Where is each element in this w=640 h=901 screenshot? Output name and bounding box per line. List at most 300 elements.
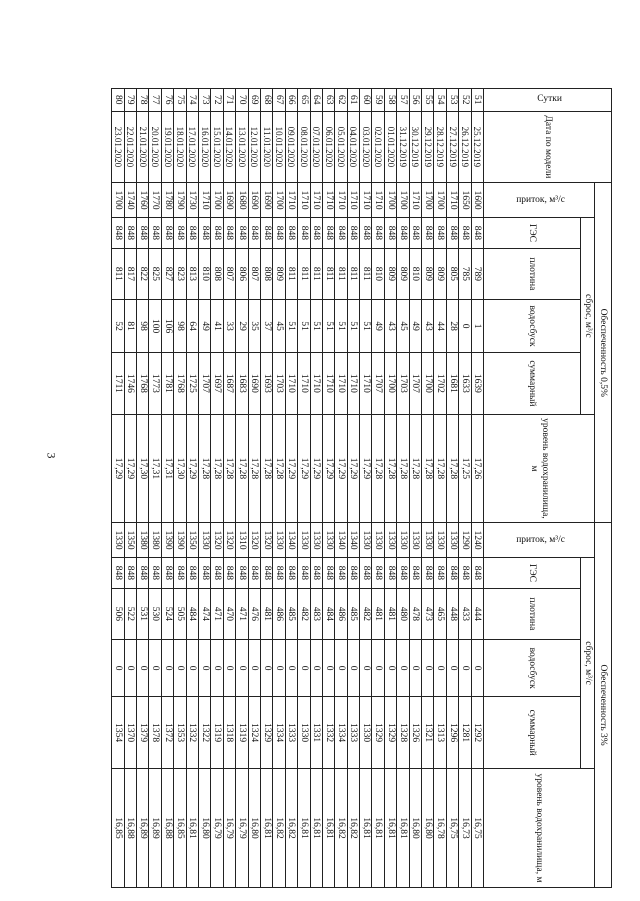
table-cell: 848 bbox=[285, 218, 297, 249]
table-cell: 848 bbox=[273, 558, 285, 589]
table-cell: 1292 bbox=[471, 697, 483, 769]
table-cell: 17,28 bbox=[223, 414, 235, 523]
table-cell: 848 bbox=[360, 218, 372, 249]
table-cell: 848 bbox=[223, 218, 235, 249]
table-cell: 17,29 bbox=[310, 414, 322, 523]
table-cell: 817 bbox=[124, 248, 136, 299]
table-cell: 807 bbox=[248, 248, 260, 299]
table-cell: 848 bbox=[434, 218, 446, 249]
table-cell: 17,28 bbox=[384, 414, 396, 523]
header-total-1: суммарный bbox=[484, 353, 581, 414]
table-cell: 1710 bbox=[310, 353, 322, 414]
table-cell: 482 bbox=[360, 588, 372, 639]
table-cell: 1330 bbox=[360, 697, 372, 769]
table-cell: 23.01.2020 bbox=[112, 111, 124, 183]
table-cell: 481 bbox=[384, 588, 396, 639]
table-cell: 1710 bbox=[446, 183, 458, 218]
table-cell: 1350 bbox=[124, 523, 136, 558]
table-cell: 848 bbox=[137, 218, 149, 249]
table-cell: 51 bbox=[347, 299, 359, 352]
table-cell: 17.01.2020 bbox=[186, 111, 198, 183]
table-cell: 02.01.2020 bbox=[372, 111, 384, 183]
table-cell: 0 bbox=[273, 639, 285, 696]
table-cell: 481 bbox=[260, 588, 272, 639]
table-cell: 1240 bbox=[471, 523, 483, 558]
table-cell: 1329 bbox=[372, 697, 384, 769]
table-cell: 70 bbox=[236, 89, 248, 112]
table-cell: 17,30 bbox=[174, 414, 186, 523]
table-cell: 58 bbox=[384, 89, 396, 112]
table-cell: 03.01.2020 bbox=[360, 111, 372, 183]
table-cell: 16,79 bbox=[211, 769, 223, 888]
table-cell: 848 bbox=[298, 558, 310, 589]
table-cell: 806 bbox=[236, 248, 248, 299]
header-dam-1: плотина bbox=[484, 248, 581, 299]
table-cell: 848 bbox=[459, 218, 471, 249]
table-cell: 49 bbox=[199, 299, 211, 352]
header-discharge-1: сброс, м³/с bbox=[581, 218, 595, 415]
header-group-3: Обеспеченность 3% bbox=[595, 523, 612, 888]
table-row bbox=[161, 89, 173, 888]
table-cell: 45 bbox=[273, 299, 285, 352]
table-cell: 0 bbox=[446, 639, 458, 696]
table-cell: 06.01.2020 bbox=[322, 111, 334, 183]
table-cell: 1710 bbox=[335, 353, 347, 414]
table-row bbox=[360, 89, 372, 888]
table-cell: 66 bbox=[285, 89, 297, 112]
table-row bbox=[186, 89, 198, 888]
table-cell: 1680 bbox=[236, 183, 248, 218]
table-cell: 1690 bbox=[260, 183, 272, 218]
table-cell: 531 bbox=[137, 588, 149, 639]
table-cell: 448 bbox=[446, 588, 458, 639]
table-cell: 848 bbox=[471, 218, 483, 249]
table-cell: 482 bbox=[298, 588, 310, 639]
table-cell: 73 bbox=[199, 89, 211, 112]
table-cell: 25.12.2019 bbox=[471, 111, 483, 183]
table-cell: 20.01.2020 bbox=[149, 111, 161, 183]
table-cell: 1710 bbox=[409, 183, 421, 218]
table-cell: 16,80 bbox=[422, 769, 434, 888]
table-cell: 1380 bbox=[137, 523, 149, 558]
table-cell: 848 bbox=[322, 558, 334, 589]
table-cell: 848 bbox=[446, 218, 458, 249]
table-row bbox=[372, 89, 384, 888]
table-cell: 522 bbox=[124, 588, 136, 639]
table-cell: 809 bbox=[384, 248, 396, 299]
table-cell: 433 bbox=[459, 588, 471, 639]
table-cell: 17,28 bbox=[409, 414, 421, 523]
table-cell: 1390 bbox=[174, 523, 186, 558]
table-cell: 1281 bbox=[459, 697, 471, 769]
table-cell: 1710 bbox=[322, 353, 334, 414]
table-cell: 486 bbox=[273, 588, 285, 639]
table-cell: 0 bbox=[310, 639, 322, 696]
table-cell: 1354 bbox=[112, 697, 124, 769]
table-cell: 1740 bbox=[124, 183, 136, 218]
header-level-1: уровень водохранилища, м bbox=[484, 414, 595, 523]
table-cell: 811 bbox=[310, 248, 322, 299]
table-cell: 848 bbox=[186, 218, 198, 249]
table-cell: 0 bbox=[372, 639, 384, 696]
table-cell: 848 bbox=[124, 558, 136, 589]
table-cell: 13.01.2020 bbox=[236, 111, 248, 183]
table-cell: 848 bbox=[322, 218, 334, 249]
header-dam-2: плотина bbox=[484, 588, 581, 639]
table-cell: 16,81 bbox=[260, 769, 272, 888]
table-cell: 524 bbox=[161, 588, 173, 639]
table-cell: 0 bbox=[298, 639, 310, 696]
table-cell: 1330 bbox=[298, 523, 310, 558]
table-cell: 69 bbox=[248, 89, 260, 112]
table-cell: 1700 bbox=[434, 183, 446, 218]
table-cell: 29.12.2019 bbox=[422, 111, 434, 183]
table-cell: 16.01.2020 bbox=[199, 111, 211, 183]
table-cell: 0 bbox=[174, 639, 186, 696]
table-row bbox=[285, 89, 297, 888]
table-cell: 30.12.2019 bbox=[409, 111, 421, 183]
table-cell: 17,28 bbox=[248, 414, 260, 523]
table-cell: 848 bbox=[137, 558, 149, 589]
table-cell: 1711 bbox=[112, 353, 124, 414]
table-cell: 16,82 bbox=[347, 769, 359, 888]
table-cell: 07.01.2020 bbox=[310, 111, 322, 183]
table-cell: 77 bbox=[149, 89, 161, 112]
table-row bbox=[273, 89, 285, 888]
table-cell: 1725 bbox=[186, 353, 198, 414]
table-cell: 63 bbox=[322, 89, 334, 112]
table-cell: 848 bbox=[174, 558, 186, 589]
table-cell: 470 bbox=[223, 588, 235, 639]
table-cell: 485 bbox=[285, 588, 297, 639]
table-cell: 16,81 bbox=[360, 769, 372, 888]
table-row bbox=[471, 89, 483, 888]
table-cell: 1683 bbox=[236, 353, 248, 414]
table-cell: 811 bbox=[112, 248, 124, 299]
table-cell: 74 bbox=[186, 89, 198, 112]
table-cell: 52 bbox=[459, 89, 471, 112]
table-cell: 1768 bbox=[137, 353, 149, 414]
table-cell: 1321 bbox=[422, 697, 434, 769]
header-group-05: Обеспеченность 0,5% bbox=[595, 183, 612, 523]
table-cell: 1330 bbox=[446, 523, 458, 558]
table-row bbox=[422, 89, 434, 888]
table-cell: 81 bbox=[124, 299, 136, 352]
header-day: Сутки bbox=[484, 89, 612, 112]
table-cell: 848 bbox=[236, 558, 248, 589]
table-cell: 0 bbox=[434, 639, 446, 696]
table-cell: 848 bbox=[471, 558, 483, 589]
table-cell: 0 bbox=[248, 639, 260, 696]
table-cell: 0 bbox=[260, 639, 272, 696]
table-cell: 848 bbox=[236, 218, 248, 249]
table-cell: 1334 bbox=[335, 697, 347, 769]
table-cell: 1331 bbox=[310, 697, 322, 769]
table-cell: 17,29 bbox=[322, 414, 334, 523]
table-cell: 49 bbox=[409, 299, 421, 352]
table-cell: 17,28 bbox=[211, 414, 223, 523]
table-cell: 0 bbox=[360, 639, 372, 696]
table-cell: 810 bbox=[199, 248, 211, 299]
table-body bbox=[112, 89, 484, 888]
table-cell: 1707 bbox=[372, 353, 384, 414]
table-cell: 35 bbox=[248, 299, 260, 352]
table-cell: 1330 bbox=[112, 523, 124, 558]
table-cell: 1780 bbox=[161, 183, 173, 218]
table-cell: 1 bbox=[471, 299, 483, 352]
table-cell: 1330 bbox=[298, 697, 310, 769]
table-cell: 1332 bbox=[186, 697, 198, 769]
table-cell: 809 bbox=[397, 248, 409, 299]
table-cell: 1710 bbox=[298, 183, 310, 218]
table-cell: 1329 bbox=[260, 697, 272, 769]
table-cell: 28.12.2019 bbox=[434, 111, 446, 183]
table-cell: 61 bbox=[347, 89, 359, 112]
table-cell: 45 bbox=[397, 299, 409, 352]
table-cell: 53 bbox=[446, 89, 458, 112]
table-cell: 16,80 bbox=[248, 769, 260, 888]
table-cell: 1702 bbox=[434, 353, 446, 414]
table-cell: 0 bbox=[236, 639, 248, 696]
table-cell: 1710 bbox=[347, 353, 359, 414]
table-cell: 09.01.2020 bbox=[285, 111, 297, 183]
table-cell: 1330 bbox=[384, 523, 396, 558]
table-cell: 51 bbox=[285, 299, 297, 352]
table-cell: 848 bbox=[186, 558, 198, 589]
table-cell: 848 bbox=[335, 218, 347, 249]
table-cell: 16,82 bbox=[285, 769, 297, 888]
table-cell: 62 bbox=[335, 89, 347, 112]
table-cell: 17,29 bbox=[298, 414, 310, 523]
table-cell: 1380 bbox=[149, 523, 161, 558]
table-cell: 51 bbox=[471, 89, 483, 112]
table-cell: 505 bbox=[174, 588, 186, 639]
table-cell: 17,29 bbox=[285, 414, 297, 523]
table-cell: 848 bbox=[285, 558, 297, 589]
table-cell: 485 bbox=[347, 588, 359, 639]
flood-discharge-table bbox=[111, 88, 612, 888]
table-cell: 17,28 bbox=[260, 414, 272, 523]
table-cell: 807 bbox=[223, 248, 235, 299]
table-cell: 848 bbox=[124, 218, 136, 249]
table-cell: 1781 bbox=[161, 353, 173, 414]
table-cell: 33 bbox=[223, 299, 235, 352]
table-cell: 1710 bbox=[285, 183, 297, 218]
table-cell: 1700 bbox=[384, 353, 396, 414]
table-cell: 11.01.2020 bbox=[260, 111, 272, 183]
table-cell: 16,81 bbox=[322, 769, 334, 888]
table-cell: 506 bbox=[112, 588, 124, 639]
table-cell: 1353 bbox=[174, 697, 186, 769]
table-cell: 1700 bbox=[273, 183, 285, 218]
table-cell: 484 bbox=[322, 588, 334, 639]
table-cell: 0 bbox=[285, 639, 297, 696]
header-inflow-2: приток, м³/с bbox=[484, 523, 595, 558]
table-row bbox=[236, 89, 248, 888]
table-cell: 1378 bbox=[149, 697, 161, 769]
table-cell: 0 bbox=[161, 639, 173, 696]
table-cell: 1710 bbox=[335, 183, 347, 218]
table-cell: 31.12.2019 bbox=[397, 111, 409, 183]
table-row bbox=[322, 89, 334, 888]
table-cell: 848 bbox=[174, 218, 186, 249]
table-cell: 1710 bbox=[360, 353, 372, 414]
table-cell: 1350 bbox=[186, 523, 198, 558]
table-cell: 17,29 bbox=[124, 414, 136, 523]
table-cell: 1318 bbox=[223, 697, 235, 769]
table-cell: 1703 bbox=[273, 353, 285, 414]
table-row bbox=[124, 89, 136, 888]
table-cell: 16,88 bbox=[161, 769, 173, 888]
table-cell: 1330 bbox=[322, 523, 334, 558]
table-cell: 1340 bbox=[285, 523, 297, 558]
table-cell: 848 bbox=[434, 558, 446, 589]
table-cell: 810 bbox=[372, 248, 384, 299]
table-cell: 16,85 bbox=[112, 769, 124, 888]
table-cell: 0 bbox=[397, 639, 409, 696]
table-cell: 1710 bbox=[285, 353, 297, 414]
table-cell: 0 bbox=[459, 299, 471, 352]
table-cell: 1700 bbox=[384, 183, 396, 218]
table-cell: 54 bbox=[434, 89, 446, 112]
table-cell: 1633 bbox=[459, 353, 471, 414]
table-cell: 486 bbox=[335, 588, 347, 639]
table-cell: 848 bbox=[384, 218, 396, 249]
table-cell: 1372 bbox=[161, 697, 173, 769]
table-cell: 1330 bbox=[199, 523, 211, 558]
table-cell: 1310 bbox=[236, 523, 248, 558]
table-cell: 848 bbox=[199, 558, 211, 589]
table-cell: 12.01.2020 bbox=[248, 111, 260, 183]
table-cell: 16,79 bbox=[223, 769, 235, 888]
table-cell: 1324 bbox=[248, 697, 260, 769]
table-cell: 17,26 bbox=[471, 414, 483, 523]
table-cell: 29 bbox=[236, 299, 248, 352]
table-cell: 1330 bbox=[310, 523, 322, 558]
header-hpp-1: ГЭС bbox=[484, 218, 581, 249]
table-row bbox=[298, 89, 310, 888]
table-cell: 1697 bbox=[211, 353, 223, 414]
table-cell: 16,89 bbox=[149, 769, 161, 888]
table-cell: 106 bbox=[161, 299, 173, 352]
table-cell: 1768 bbox=[174, 353, 186, 414]
table-cell: 59 bbox=[372, 89, 384, 112]
table-cell: 848 bbox=[298, 218, 310, 249]
table-cell: 1320 bbox=[211, 523, 223, 558]
table-row bbox=[310, 89, 322, 888]
table-cell: 809 bbox=[434, 248, 446, 299]
table-cell: 848 bbox=[422, 558, 434, 589]
table-cell: 37 bbox=[260, 299, 272, 352]
table-cell: 1330 bbox=[273, 523, 285, 558]
table-cell: 16,82 bbox=[335, 769, 347, 888]
table-cell: 16,79 bbox=[236, 769, 248, 888]
table-cell: 16,89 bbox=[137, 769, 149, 888]
table-cell: 848 bbox=[273, 218, 285, 249]
table-cell: 848 bbox=[211, 218, 223, 249]
page-number: 3 bbox=[44, 452, 59, 459]
table-cell: 16,73 bbox=[459, 769, 471, 888]
table-cell: 49 bbox=[372, 299, 384, 352]
table-cell: 444 bbox=[471, 588, 483, 639]
table-row bbox=[459, 89, 471, 888]
table-cell: 848 bbox=[248, 558, 260, 589]
table-cell: 1760 bbox=[137, 183, 149, 218]
table-cell: 808 bbox=[260, 248, 272, 299]
table-cell: 16,75 bbox=[471, 769, 483, 888]
table-cell: 17,31 bbox=[149, 414, 161, 523]
table-cell: 1700 bbox=[211, 183, 223, 218]
table-cell: 1730 bbox=[186, 183, 198, 218]
table-cell: 530 bbox=[149, 588, 161, 639]
table-cell: 0 bbox=[384, 639, 396, 696]
table-cell: 848 bbox=[223, 558, 235, 589]
table-cell: 0 bbox=[335, 639, 347, 696]
table-cell: 1707 bbox=[409, 353, 421, 414]
table-cell: 0 bbox=[347, 639, 359, 696]
header-hpp-2: ГЭС bbox=[484, 558, 581, 589]
table-cell: 16,85 bbox=[174, 769, 186, 888]
table-cell: 17,28 bbox=[446, 414, 458, 523]
table-cell: 16,81 bbox=[372, 769, 384, 888]
table-cell: 17,29 bbox=[186, 414, 198, 523]
table-cell: 0 bbox=[149, 639, 161, 696]
table-row bbox=[248, 89, 260, 888]
table-cell: 43 bbox=[422, 299, 434, 352]
table-cell: 0 bbox=[471, 639, 483, 696]
table-cell: 16,81 bbox=[384, 769, 396, 888]
table-cell: 481 bbox=[372, 588, 384, 639]
table-cell: 17,30 bbox=[137, 414, 149, 523]
table-cell: 813 bbox=[186, 248, 198, 299]
table-cell: 55 bbox=[422, 89, 434, 112]
table-row bbox=[223, 89, 235, 888]
table-row bbox=[211, 89, 223, 888]
table-cell: 848 bbox=[446, 558, 458, 589]
table-cell: 52 bbox=[112, 299, 124, 352]
table-cell: 1710 bbox=[310, 183, 322, 218]
table-cell: 1313 bbox=[434, 697, 446, 769]
table-cell: 16,81 bbox=[310, 769, 322, 888]
table-row bbox=[260, 89, 272, 888]
table-cell: 60 bbox=[360, 89, 372, 112]
table-cell: 1340 bbox=[335, 523, 347, 558]
table-cell: 17,25 bbox=[459, 414, 471, 523]
table-row bbox=[335, 89, 347, 888]
table-cell: 848 bbox=[248, 218, 260, 249]
table-cell: 1703 bbox=[397, 353, 409, 414]
table-cell: 848 bbox=[397, 218, 409, 249]
table-cell: 1320 bbox=[223, 523, 235, 558]
table-cell: 1334 bbox=[273, 697, 285, 769]
table-cell: 68 bbox=[260, 89, 272, 112]
table-cell: 848 bbox=[310, 558, 322, 589]
table-cell: 17,29 bbox=[360, 414, 372, 523]
table-cell: 1773 bbox=[149, 353, 161, 414]
table-cell: 811 bbox=[298, 248, 310, 299]
table-cell: 64 bbox=[310, 89, 322, 112]
table-cell: 98 bbox=[174, 299, 186, 352]
table-cell: 848 bbox=[260, 558, 272, 589]
table-cell: 21.01.2020 bbox=[137, 111, 149, 183]
table-cell: 811 bbox=[335, 248, 347, 299]
table-cell: 10.01.2020 bbox=[273, 111, 285, 183]
table-cell: 1322 bbox=[199, 697, 211, 769]
table-cell: 17,29 bbox=[347, 414, 359, 523]
table-cell: 1770 bbox=[149, 183, 161, 218]
table-cell: 848 bbox=[260, 218, 272, 249]
table-cell: 848 bbox=[112, 558, 124, 589]
